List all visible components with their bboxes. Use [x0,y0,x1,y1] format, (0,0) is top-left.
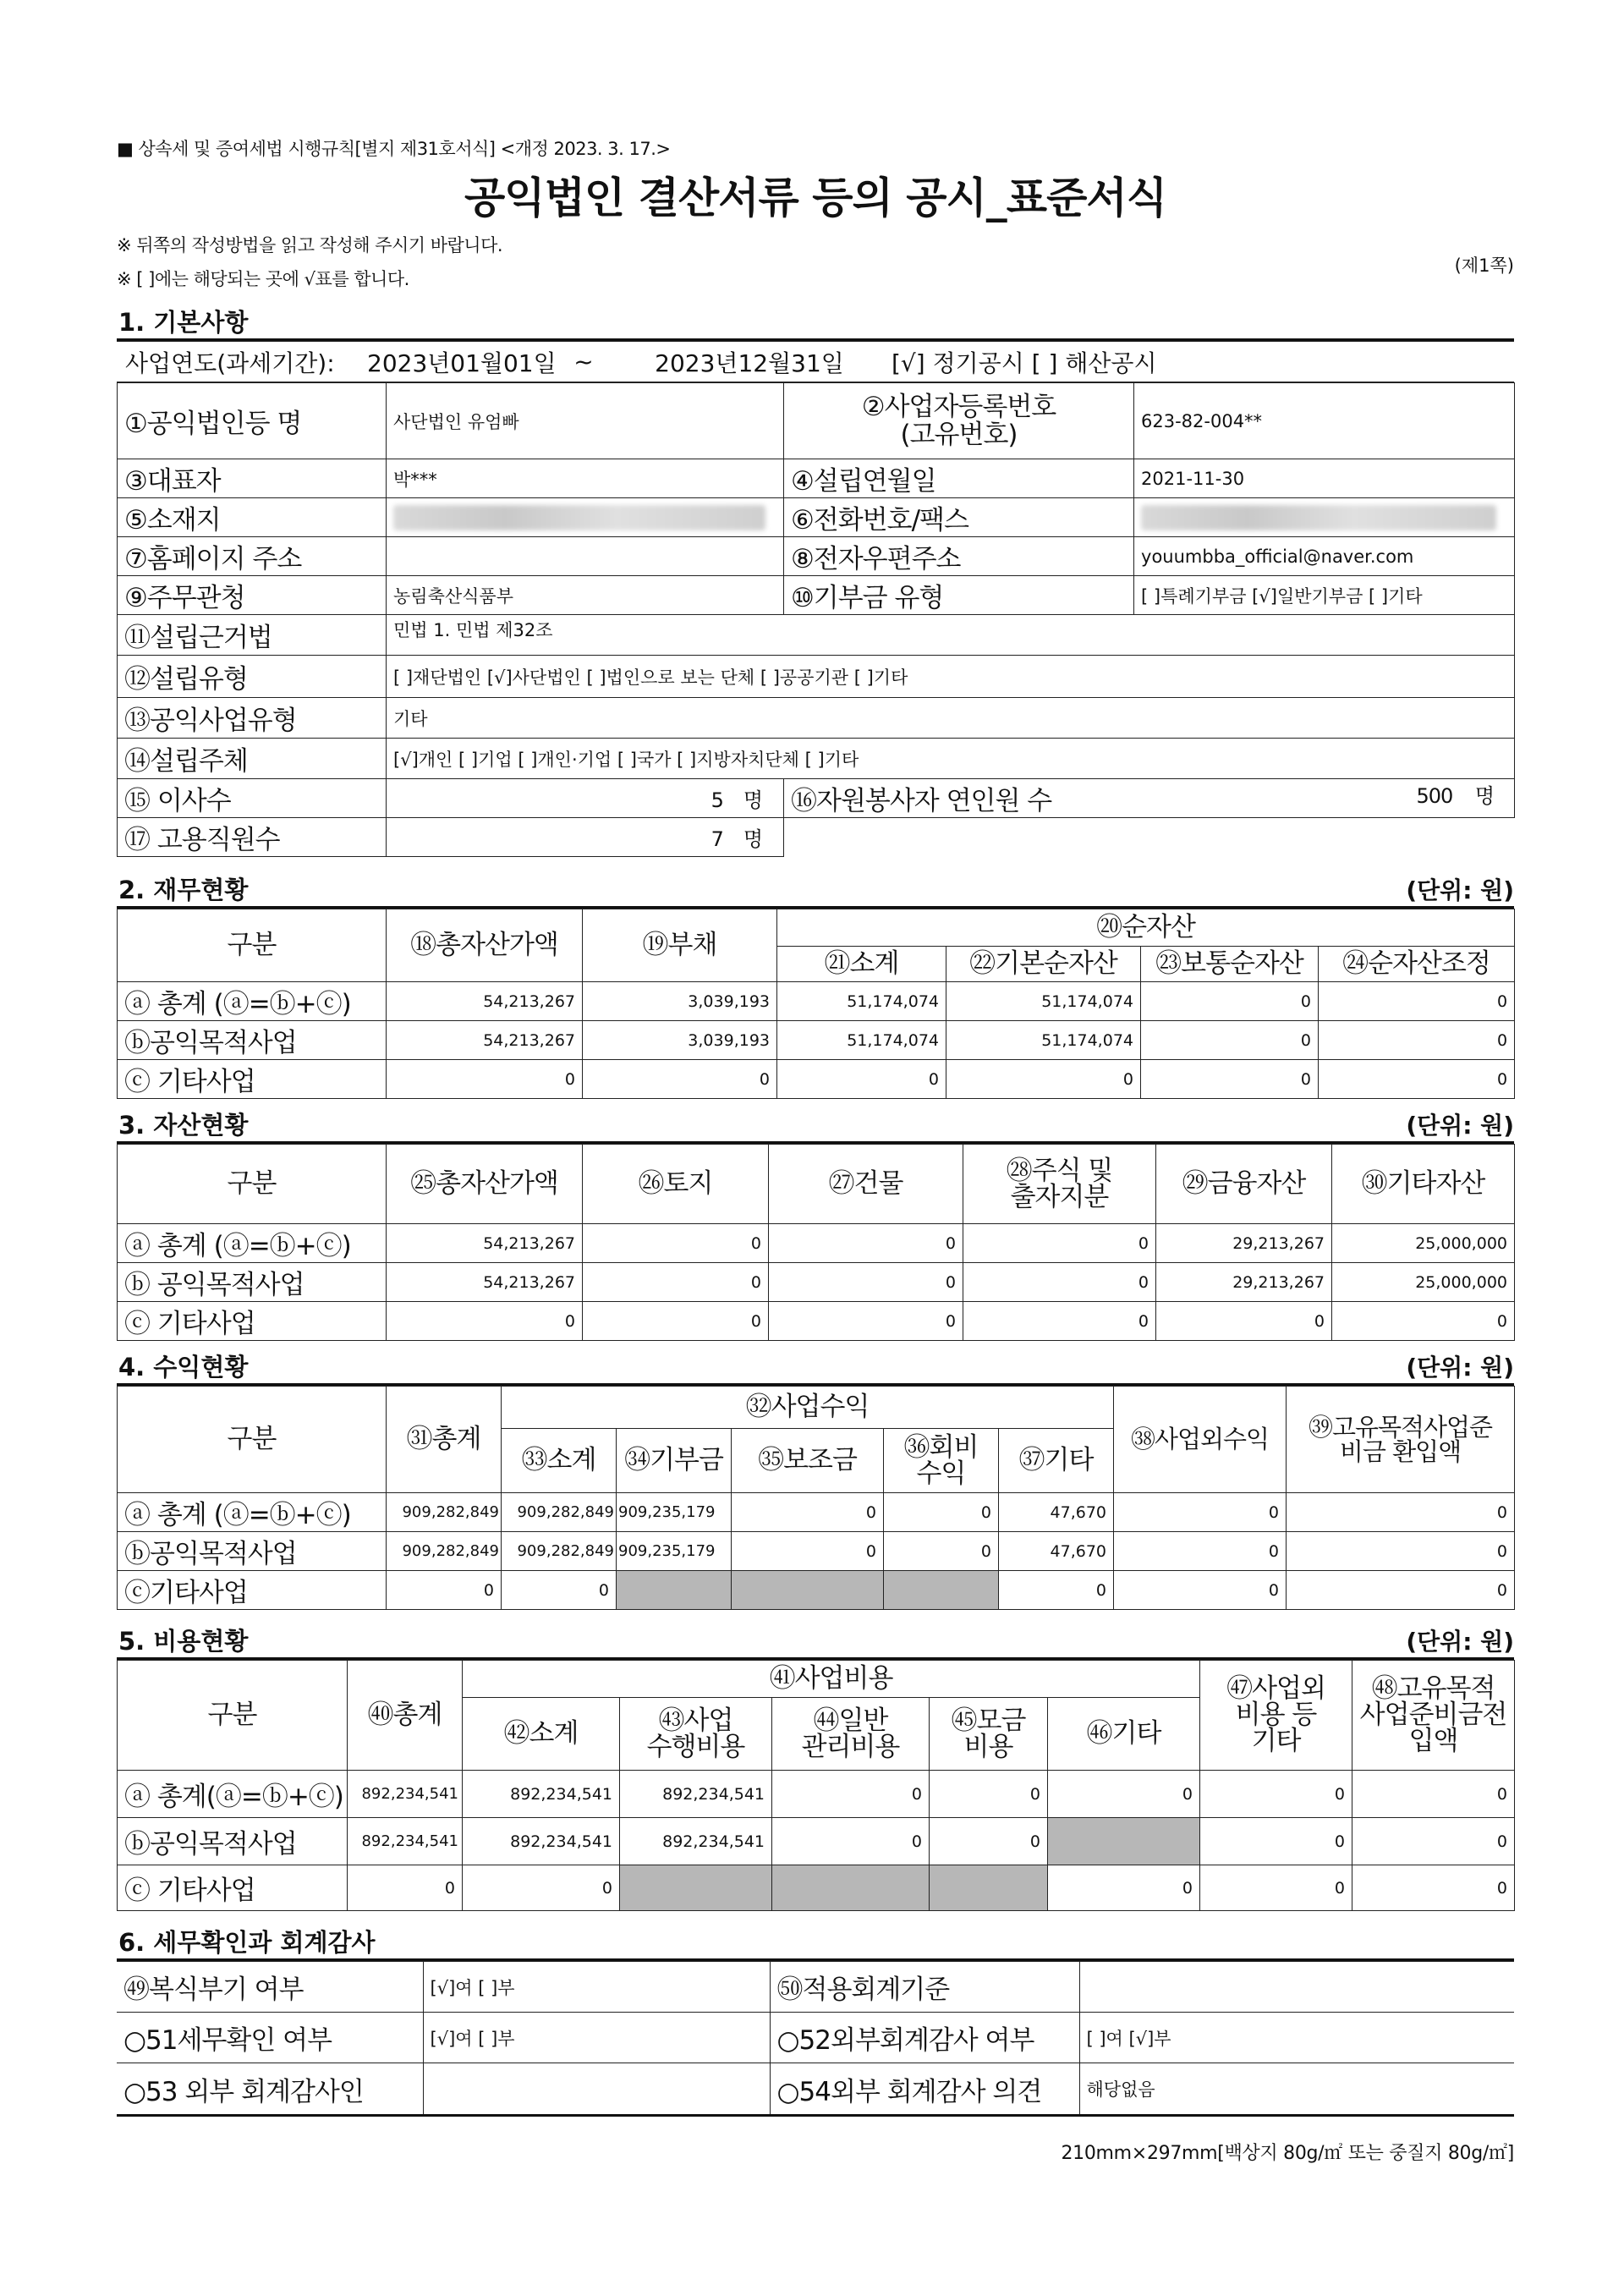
cell: 0 [769,1224,963,1263]
cell: 0 [1332,1302,1515,1341]
fin-h-net-assets: ⑳순자산 [777,909,1515,947]
donation-type-value: [ ]특례기부금 [√]일반기부금 [ ]기타 [1134,576,1515,615]
cell: 54,213,267 [387,1021,583,1060]
paper-spec-footer: 210mm×297mm[백상지 80g/㎡ 또는 중질지 80g/㎡] [1061,2143,1514,2164]
audit-opinion-value: 해당없음 [1079,2063,1514,2116]
founder-value: [√]개인 [ ]기업 [ ]개인·기업 [ ]국가 [ ]지방자치단체 [ ]기타 [387,739,1515,779]
cell: 909,282,849 [502,1493,617,1532]
cell: 0 [772,1818,930,1865]
cell: 0 [963,1302,1156,1341]
table-row [118,1818,1515,1865]
fin-h-basic: ㉒기본순자산 [946,947,1141,982]
cell-shaded [620,1865,772,1911]
bookkeeping-label: ㊾복식부기 여부 [117,1962,423,2013]
rev-h-other: ㊲기타 [999,1429,1114,1493]
exp-h-admin: ㊹일반 관리비용 [772,1698,930,1771]
note-checkmark: ※ [ ]에는 해당되는 곳에 √표를 합니다. [117,269,409,289]
cell: 0 [1200,1865,1352,1911]
cell: 0 [1048,1771,1200,1818]
cell: 0 [502,1571,617,1610]
auditor-value [423,2063,770,2116]
cell: 0 [772,1771,930,1818]
cell: 25,000,000 [1332,1224,1515,1263]
section-expense-title: 5. 비용현황 (단위: 원) [117,1610,1514,1660]
row-label: ⓑ공익목적사업 [118,1021,387,1060]
acct-standard-value [1079,1962,1514,2013]
rev-h-subsidy: ㉟보조금 [732,1429,884,1493]
section-revenue-title: 4. 수익현황 (단위: 원) [117,1341,1514,1386]
expense-table [117,1660,1515,1911]
table-row [118,1060,1515,1099]
cell: 0 [732,1493,884,1532]
table-row [118,1571,1515,1610]
cell-shaded [732,1571,884,1610]
cell: 0 [1319,982,1515,1021]
fin-h-ordinary: ㉓보통순자산 [1141,947,1319,982]
rev-h-nonbiz: ㊳사업외수익 [1114,1387,1287,1493]
fin-h-liabilities: ⑲부채 [583,909,777,982]
row-label: ⓒ 기타사업 [118,1060,387,1099]
cell: 909,282,849 [387,1532,502,1571]
cell: 0 [963,1224,1156,1263]
cell: 47,670 [999,1532,1114,1571]
est-type-label: ⑫설립유형 [118,656,387,698]
cell: 0 [583,1263,769,1302]
employees-value: 7 명 [387,818,784,857]
period-end: 2023년12월31일 [641,342,858,382]
cell: 892,234,541 [463,1771,620,1818]
rev-h-donation: ㉞기부금 [617,1429,732,1493]
rep-value: 박*** [387,459,784,498]
cell: 0 [1114,1532,1287,1571]
directors-label: ⑮ 이사수 [118,779,387,818]
employees-label: ⑰ 고용직원수 [118,818,387,857]
table-row [118,1021,1515,1060]
period-tilde: ~ [526,342,641,382]
phone-value-redacted [1134,498,1515,537]
cell: 0 [583,1060,777,1099]
cell: 0 [1287,1532,1515,1571]
exp-h-gubun: 구분 [118,1661,348,1771]
audit-opinion-label: ○54외부 회계감사 의견 [770,2063,1079,2116]
rev-h-total: ㉛총계 [387,1387,502,1493]
table-row [118,982,1515,1021]
cell: 909,235,179 [617,1493,732,1532]
est-type-value: [ ]재단법인 [√]사단법인 [ ]법인으로 보는 단체 [ ]공공기관 [ ]기타 [387,656,1515,698]
ministry-label: ⑨주무관청 [118,576,387,615]
row-label: ⓑ공익목적사업 [118,1532,387,1571]
row-label: ⓑ 공익목적사업 [118,1263,387,1302]
external-audit-label: ○52외부회계감사 여부 [770,2013,1079,2063]
cell: 54,213,267 [387,982,583,1021]
ast-h-stocks: ㉘주식 및 출자지분 [963,1145,1156,1224]
cell: 0 [1156,1302,1332,1341]
cell: 0 [1114,1571,1287,1610]
cell: 0 [463,1865,620,1911]
donation-type-label: ⑩기부금 유형 [784,576,1134,615]
cell: 0 [884,1493,999,1532]
cell-shaded [617,1571,732,1610]
cell: 51,174,074 [777,982,946,1021]
cell: 0 [946,1060,1141,1099]
exp-h-subtotal: ㊷소계 [463,1698,620,1771]
cell: 0 [930,1818,1048,1865]
row-label: ⓐ 총계 (ⓐ=ⓑ+ⓒ) [118,1493,387,1532]
cell: 0 [583,1302,769,1341]
table-row [118,1532,1515,1571]
rev-h-gubun: 구분 [118,1387,387,1493]
cell-shaded [884,1571,999,1610]
basic-period-table [117,341,1514,382]
address-label: ⑤소재지 [118,498,387,537]
exp-h-biz: ㊶사업비용 [463,1661,1200,1698]
rev-h-fee: ㊱회비 수익 [884,1429,999,1493]
cell: 0 [1048,1865,1200,1911]
exp-h-fund: ㊺모금 비용 [930,1698,1048,1771]
fin-h-gubun: 구분 [118,909,387,982]
cell: 0 [884,1532,999,1571]
cell: 0 [1141,982,1319,1021]
cell: 892,234,541 [463,1818,620,1865]
section-audit-title: 6. 세무확인과 회계감사 [117,1911,1514,1961]
cell-shaded [930,1865,1048,1911]
row-label: ⓐ 총계 (ⓐ=ⓑ+ⓒ) [118,1224,387,1263]
cell: 51,174,074 [777,1021,946,1060]
cell: 0 [1200,1771,1352,1818]
cell: 51,174,074 [946,982,1141,1021]
tax-check-label: ○51세무확인 여부 [117,2013,423,2063]
rep-label: ③대표자 [118,459,387,498]
address-value-redacted [387,498,784,537]
rev-h-biz: ㉜사업수익 [502,1387,1114,1429]
ast-h-financial: ㉙금융자산 [1156,1145,1332,1224]
cell: 0 [999,1571,1114,1610]
cell-shaded [772,1865,930,1911]
audit-table [117,1961,1514,2117]
exp-h-exec: ㊸사업 수행비용 [620,1698,772,1771]
cell: 54,213,267 [387,1224,583,1263]
biz-type-value: 기타 [387,698,1515,739]
period-start: 2023년01월01일 [360,342,526,382]
exp-h-reserve: ㊽고유목적 사업준비금전 입액 [1352,1661,1515,1771]
cell: 0 [1141,1021,1319,1060]
cell: 47,670 [999,1493,1114,1532]
basic-info-table [117,382,1515,857]
estdate-label: ④설립연월일 [784,459,1134,498]
cell: 0 [769,1302,963,1341]
assets-table [117,1144,1515,1341]
table-row [118,1771,1515,1818]
tax-check-value: [√]여 [ ]부 [423,2013,770,2063]
row-label: ⓑ공익목적사업 [118,1818,348,1865]
email-value: youumbba_official@naver.com [1134,537,1515,576]
cell: 0 [583,1224,769,1263]
phone-label: ⑥전화번호/팩스 [784,498,1134,537]
biz-type-label: ⑬공익사업유형 [118,698,387,739]
cell: 0 [1352,1865,1515,1911]
estdate-value: 2021-11-30 [1134,459,1515,498]
homepage-label: ⑦홈페이지 주소 [118,537,387,576]
bizno-value: 623-82-004** [1134,383,1515,459]
cell: 0 [777,1060,946,1099]
period-label: 사업연도(과세기간): [117,342,360,382]
cell: 0 [1141,1060,1319,1099]
cell: 0 [1319,1021,1515,1060]
cell: 0 [1287,1493,1515,1532]
cell: 51,174,074 [946,1021,1141,1060]
row-label: ⓒ기타사업 [118,1571,387,1610]
basis-law-value: 민법 1. 민법 제32조 [387,615,1515,656]
section-finance-title: 2. 재무현황 (단위: 원) [117,857,1514,909]
cell: 25,000,000 [1332,1263,1515,1302]
cell: 29,213,267 [1156,1263,1332,1302]
table-row [118,1493,1515,1532]
table-row [118,1224,1515,1263]
form-page [117,135,1514,2117]
ast-h-land: ㉖토지 [583,1145,769,1224]
cell-shaded [1048,1818,1200,1865]
section-basic-title: 1. 기본사항 [117,299,1514,341]
table-row [118,1302,1515,1341]
cell: 0 [1200,1818,1352,1865]
fin-h-adjust: ㉔순자산조정 [1319,947,1515,982]
cell: 892,234,541 [348,1818,463,1865]
cell: 909,282,849 [387,1493,502,1532]
cell: 0 [963,1263,1156,1302]
ast-h-building: ㉗건물 [769,1145,963,1224]
cell: 909,282,849 [502,1532,617,1571]
cell: 892,234,541 [620,1771,772,1818]
disclosure-type: [√] 정기공시 [ ] 해산공시 [858,342,1514,382]
law-reference: ■ 상속세 및 증여세법 시행규칙[별지 제31호서식] <개정 2023. 3. 17.> [117,139,671,159]
cell: 29,213,267 [1156,1224,1332,1263]
rev-h-subtotal: ㉝소계 [502,1429,617,1493]
revenue-table [117,1386,1515,1610]
cell: 0 [387,1302,583,1341]
cell: 0 [1352,1771,1515,1818]
cell: 909,235,179 [617,1532,732,1571]
table-row [118,1865,1515,1911]
cell: 0 [348,1865,463,1911]
email-label: ⑧전자우편주소 [784,537,1134,576]
finance-table [117,909,1515,1099]
row-label: ⓐ 총계(ⓐ=ⓑ+ⓒ) [118,1771,348,1818]
cell: 0 [1114,1493,1287,1532]
table-row [118,1263,1515,1302]
cell: 0 [732,1532,884,1571]
row-label: ⓐ 총계 (ⓐ=ⓑ+ⓒ) [118,982,387,1021]
row-label: ⓒ 기타사업 [118,1865,348,1911]
cell: 892,234,541 [620,1818,772,1865]
bizno-label: ②사업자등록번호 (고유번호) [784,383,1134,459]
row-label: ⓒ 기타사업 [118,1302,387,1341]
acct-standard-label: ㊿적용회계기준 [770,1962,1079,2013]
cell: 0 [387,1060,583,1099]
cell: 3,039,193 [583,1021,777,1060]
cell: 0 [387,1571,502,1610]
exp-h-other: ㊻기타 [1048,1698,1200,1771]
bookkeeping-value: [√]여 [ ]부 [423,1962,770,2013]
founder-label: ⑭설립주체 [118,739,387,779]
auditor-label: ○53 외부 회계감사인 [117,2063,423,2116]
corp-name-value: 사단법인 유엄빠 [387,383,784,459]
volunteers-label-cell: ⑯자원봉사자 연인원 수 500 명 [784,779,1515,818]
cell: 892,234,541 [348,1771,463,1818]
page-number: (제1쪽) [1454,255,1514,276]
directors-value: 5 명 [387,779,784,818]
ast-h-total: ㉕총자산가액 [387,1145,583,1224]
cell: 3,039,193 [583,982,777,1021]
cell: 54,213,267 [387,1263,583,1302]
cell: 0 [930,1771,1048,1818]
external-audit-value: [ ]여 [√]부 [1079,2013,1514,2063]
cell: 0 [1319,1060,1515,1099]
ministry-value: 농림축산식품부 [387,576,784,615]
note-instructions: ※ 뒤쪽의 작성방법을 읽고 작성해 주시기 바랍니다. [117,235,503,255]
form-title: 공익법인 결산서류 등의 공시_표준서식 [464,173,1167,222]
ast-h-gubun: 구분 [118,1145,387,1224]
cell: 0 [1287,1571,1515,1610]
fin-h-subtotal: ㉑소계 [777,947,946,982]
exp-h-nonbiz: ㊼사업외 비용 등 기타 [1200,1661,1352,1771]
basis-law-label: ⑪설립근거법 [118,615,387,656]
cell: 0 [1352,1818,1515,1865]
homepage-value [387,537,784,576]
ast-h-other: ㉚기타자산 [1332,1145,1515,1224]
section-assets-title: 3. 자산현황 (단위: 원) [117,1099,1514,1144]
rev-h-reserve: ㊴고유목적사업준 비금 환입액 [1287,1387,1515,1493]
corp-name-label: ①공익법인등 명 [118,383,387,459]
cell: 0 [769,1263,963,1302]
volunteers-value: 500 명 [1416,784,1495,808]
exp-h-total: ㊵총계 [348,1661,463,1771]
fin-h-total-assets: ⑱총자산가액 [387,909,583,982]
